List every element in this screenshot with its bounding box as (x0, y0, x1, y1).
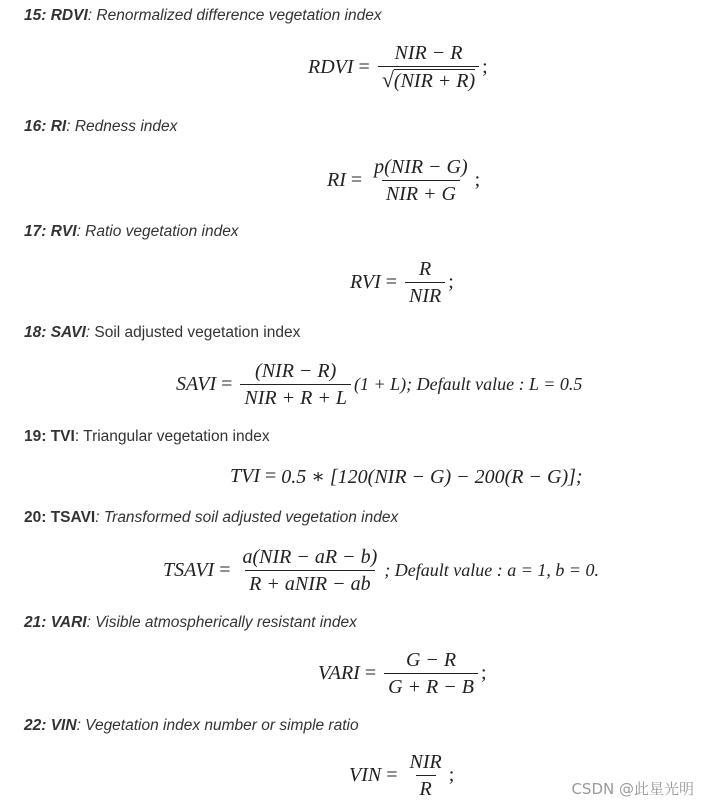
denominator: NIR + R + L (240, 384, 351, 409)
numerator: p(NIR − G) (374, 156, 468, 178)
formula-tail: ; (448, 764, 455, 786)
formula-savi (176, 360, 582, 409)
item-number: 17: (24, 223, 47, 240)
radicand: (NIR + R) (393, 70, 476, 92)
item-desc: Redness index (70, 118, 178, 135)
watermark: CSDN @此星光明 (571, 780, 694, 798)
equals-sign: = (385, 271, 398, 293)
formula-rhs: 0.5 ∗ [120(NIR − G) − 200(R − G)]; (281, 466, 583, 488)
denominator: R + aNIR − ab (245, 570, 374, 595)
item-sep: : (76, 223, 81, 240)
heading-tvi (24, 427, 270, 447)
formula-tail: (1 + L); Default value : L = 0.5 (353, 374, 583, 394)
equals-sign: = (265, 465, 277, 487)
fraction (239, 546, 382, 595)
item-desc: Vegetation index number or simple ratio (80, 717, 359, 734)
numerator: R (419, 258, 432, 280)
item-sep: : (87, 7, 93, 24)
formula-tail: ; (480, 662, 487, 684)
heading-ri (24, 117, 177, 137)
fraction (370, 156, 471, 205)
item-number: 22: (24, 717, 47, 734)
formula-tvi (230, 464, 583, 489)
item-abbr: RDVI (50, 7, 88, 24)
equals-sign: = (364, 662, 377, 684)
formula-lhs: RDVI (308, 55, 354, 78)
item-abbr: VARI (50, 614, 87, 631)
item-abbr: RVI (50, 223, 77, 240)
fraction (405, 258, 445, 307)
heading-rdvi (24, 6, 382, 26)
heading-savi (24, 323, 300, 343)
formula-ri (327, 156, 480, 205)
item-sep: : (86, 614, 91, 631)
numerator: G − R (405, 649, 457, 671)
item-sep: : (85, 324, 91, 341)
item-number: 19: (24, 428, 47, 445)
item-desc: Visible atmospherically resistant index (90, 614, 357, 631)
heading-vari (24, 613, 357, 633)
formula-lhs: VARI (318, 662, 360, 684)
item-abbr: TSAVI (50, 509, 96, 526)
equals-sign: = (219, 559, 231, 581)
item-number: 18: (24, 324, 47, 341)
fraction (384, 649, 478, 698)
fraction (406, 751, 446, 800)
numerator: a(NIR − aR − b) (242, 546, 378, 568)
equals-sign: = (386, 764, 398, 786)
item-sep: : (74, 428, 80, 445)
denominator: G + R − B (384, 673, 478, 698)
numerator: NIR (409, 751, 442, 773)
item-desc: Transformed soil adjusted vegetation index (99, 509, 399, 526)
item-number: 20: (24, 509, 47, 526)
formula-tail: ; (448, 271, 454, 293)
formula-rdvi (308, 42, 488, 92)
formula-lhs: VIN (349, 764, 382, 786)
formula-lhs: RI (327, 169, 346, 191)
denominator: NIR (405, 282, 445, 307)
item-number: 15: (24, 7, 47, 24)
equals-sign: = (221, 373, 233, 395)
denominator: NIR + G (382, 180, 460, 205)
sqrt: √ (NIR + R) (381, 67, 476, 92)
formula-tsavi (163, 546, 599, 595)
formula-tail: ; (482, 55, 488, 78)
heading-vin (24, 716, 359, 736)
formula-rvi (350, 258, 454, 307)
numerator: NIR − R (394, 42, 463, 64)
equals-sign: = (350, 169, 363, 191)
formula-lhs: TVI (230, 465, 260, 487)
item-desc: Soil adjusted vegetation index (90, 324, 301, 341)
item-desc: Triangular vegetation index (79, 428, 270, 445)
item-number: 21: (24, 614, 47, 631)
formula-lhs: TSAVI (163, 559, 215, 581)
item-sep: : (76, 717, 81, 734)
item-sep: : (66, 118, 71, 135)
heading-rvi (24, 222, 239, 242)
denominator: R (416, 775, 436, 800)
formula-vin (349, 751, 454, 800)
item-abbr: TVI (50, 428, 75, 445)
fraction (240, 360, 351, 409)
item-abbr: VIN (50, 717, 77, 734)
denominator (378, 66, 479, 92)
formula-tail: ; Default value : a = 1, b = 0. (384, 560, 600, 580)
numerator: (NIR − R) (255, 360, 337, 382)
formula-lhs: SAVI (176, 373, 217, 395)
item-number: 16: (24, 118, 47, 135)
item-desc: Renormalized difference vegetation index (92, 7, 382, 24)
item-sep: : (95, 509, 100, 526)
item-desc: Ratio vegetation index (80, 223, 239, 240)
item-abbr: RI (50, 118, 67, 135)
equals-sign: = (358, 55, 370, 78)
formula-tail: ; (474, 169, 481, 191)
formula-vari (318, 649, 487, 698)
formula-lhs: RVI (350, 271, 381, 293)
heading-tsavi (24, 508, 398, 528)
fraction (378, 42, 479, 92)
item-abbr: SAVI (50, 324, 86, 341)
